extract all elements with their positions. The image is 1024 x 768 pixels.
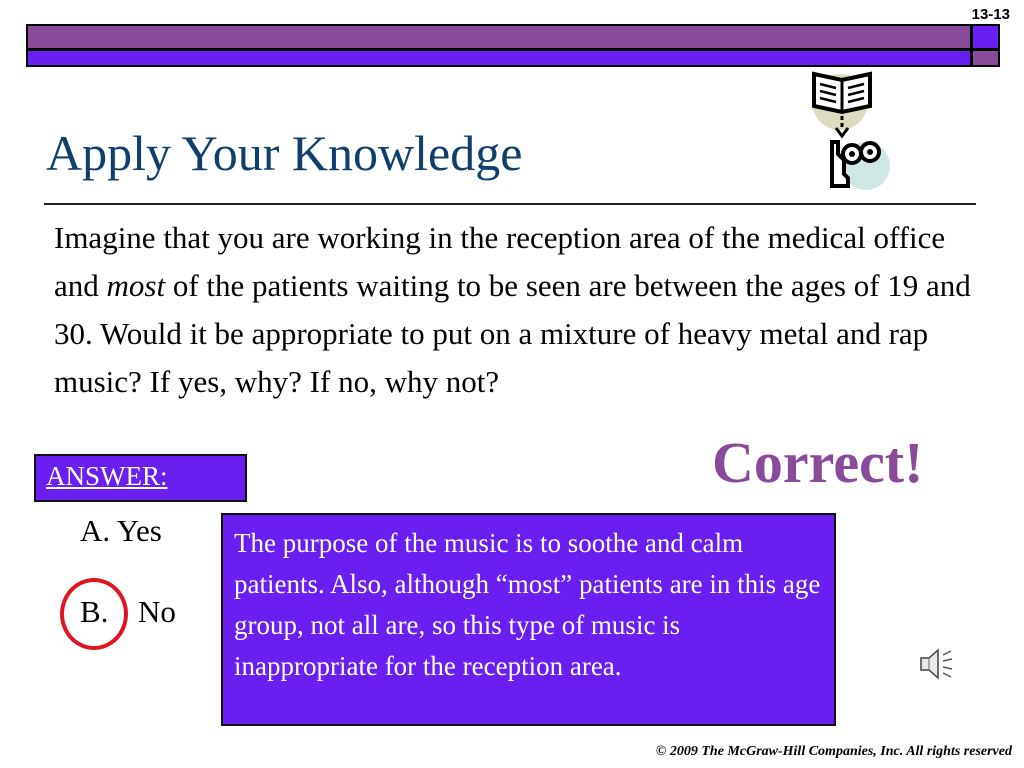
header-square-bottom bbox=[971, 49, 1000, 67]
speaker-icon[interactable] bbox=[918, 646, 956, 682]
copyright-footer: © 2009 The McGraw-Hill Companies, Inc. All rights reserved bbox=[655, 744, 1012, 759]
explanation-box bbox=[221, 513, 836, 726]
answer-label-box bbox=[34, 454, 247, 502]
title-divider bbox=[44, 203, 976, 205]
page-title: Apply Your Knowledge bbox=[46, 125, 523, 181]
header-bar-bottom bbox=[26, 49, 972, 67]
question-emphasis: most bbox=[106, 268, 166, 303]
question-text bbox=[54, 214, 984, 406]
question-text-after: of the patients waiting to be seen are between the ages of 19 and 30. Would it be appropriate to put on a mixture of heavy metal and rap music? If yes, why? If no, why not? bbox=[54, 268, 971, 399]
option-b-letter[interactable]: B. bbox=[80, 594, 109, 629]
feedback-correct: Correct! bbox=[712, 430, 924, 495]
header-square-top bbox=[971, 24, 1000, 50]
book-think-icon bbox=[808, 66, 892, 200]
option-b[interactable]: No bbox=[138, 594, 176, 629]
question-text-before: Imagine that you are working in the reception area of the medical office and bbox=[54, 220, 946, 303]
explanation-text: The purpose of the music is to soothe and calm patients. Also, although “most” patients are in this age group, not all are, so this type of music is inappropriate for the reception area. bbox=[234, 528, 821, 681]
slide-number: 13-13 bbox=[971, 6, 1010, 23]
answer-label: ANSWER: bbox=[46, 461, 168, 491]
header-bar-top bbox=[26, 24, 972, 50]
option-a[interactable]: A. Yes bbox=[80, 513, 162, 548]
